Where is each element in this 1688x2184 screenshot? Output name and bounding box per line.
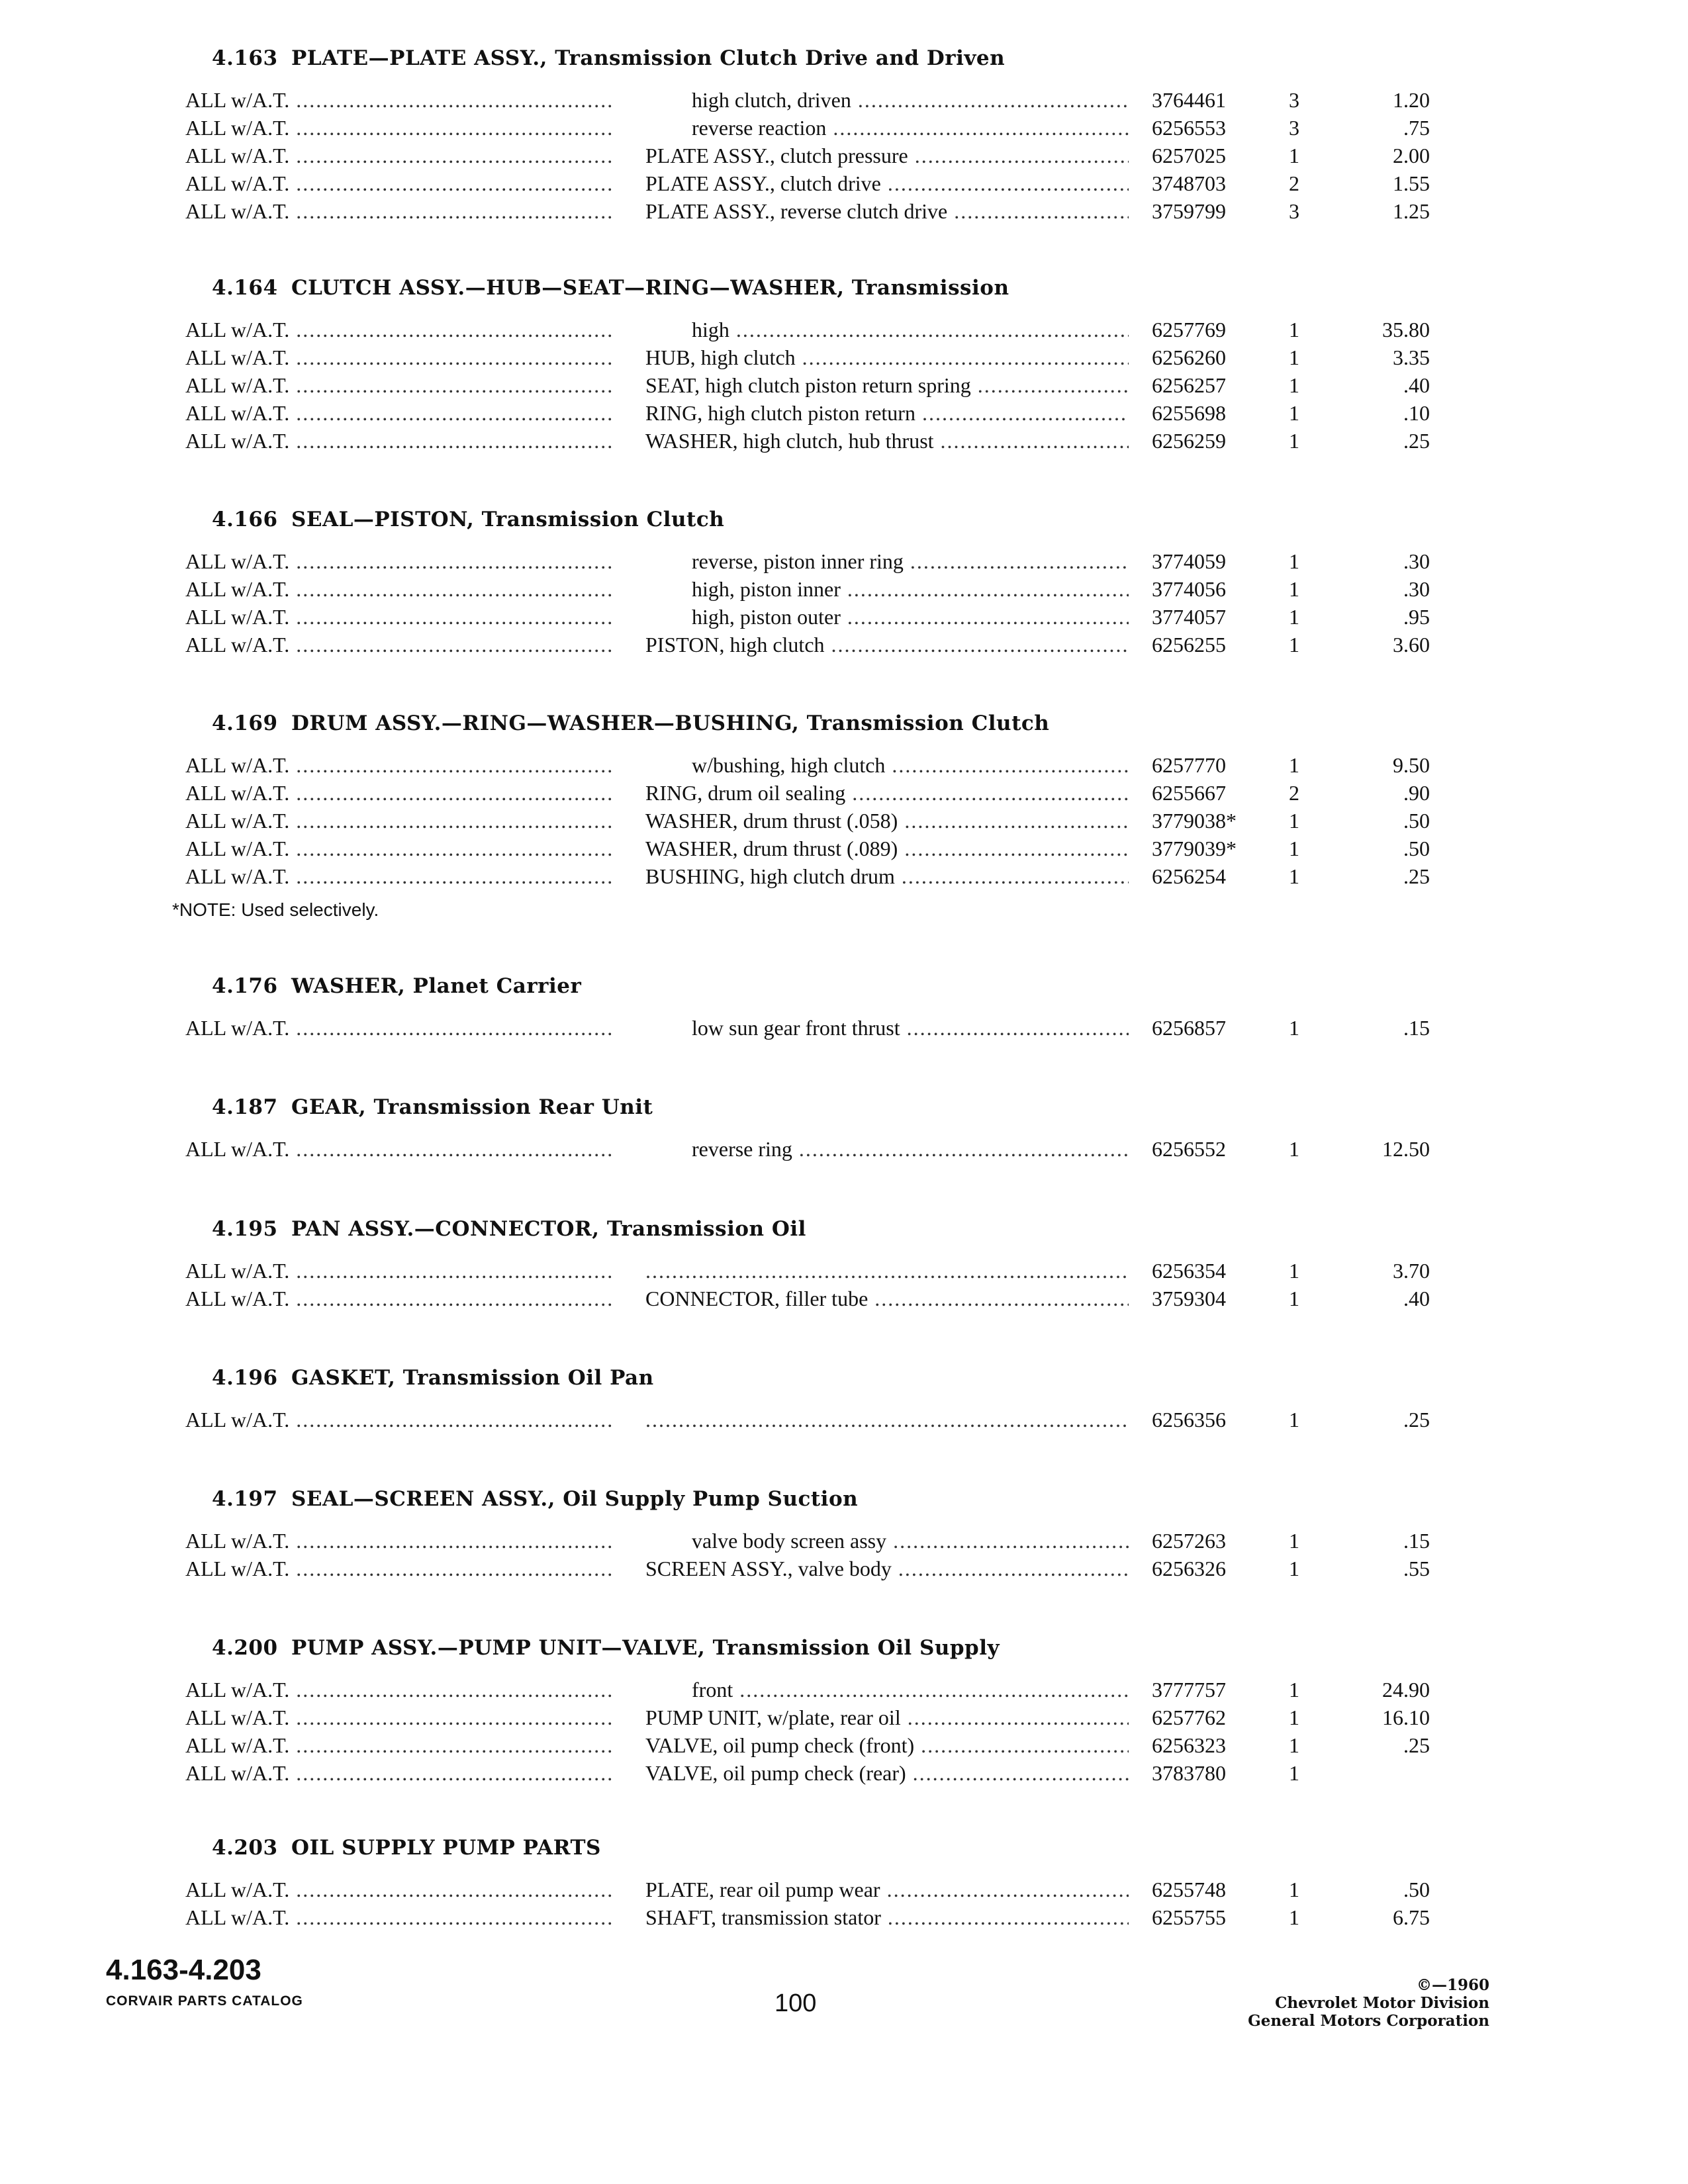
group-number: 4.197: [212, 1487, 278, 1511]
part-number-cell: 6256857: [1152, 1016, 1226, 1040]
price-cell: .15: [1403, 1529, 1430, 1553]
group-heading: [179, 1209, 1436, 1249]
part-number-cell: 6255755: [1152, 1905, 1226, 1929]
group-title: GEAR, Transmission Rear Unit: [291, 1095, 653, 1119]
quantity-cell: 2: [1289, 171, 1299, 195]
parts-group: [179, 1828, 1436, 1931]
part-row: [179, 1903, 1436, 1931]
part-row: [179, 779, 1436, 807]
parts-group: [179, 1087, 1436, 1163]
model-cell: ALL w/A.T. .....: [185, 807, 612, 835]
group-heading: [179, 1358, 1436, 1398]
description-cell: PLATE, rear oil pump wear .....: [645, 1876, 1129, 1903]
description-cell: w/bushing, high clutch .....: [645, 751, 1129, 779]
group-heading: [179, 1828, 1436, 1868]
group-title: OIL SUPPLY PUMP PARTS: [291, 1836, 601, 1860]
part-number-cell: 6256259: [1152, 429, 1226, 453]
description-cell: HUB, high clutch .....: [645, 343, 1129, 371]
model-cell: ALL w/A.T. .....: [185, 603, 612, 631]
description-cell: reverse ring .....: [645, 1135, 1129, 1163]
model-cell: ALL w/A.T. .....: [185, 1676, 612, 1704]
description-cell: PLATE ASSY., reverse clutch drive .....: [645, 197, 1129, 225]
model-cell: ALL w/A.T. .....: [185, 1527, 612, 1555]
description-cell: [645, 1406, 1129, 1433]
price-cell: .10: [1403, 401, 1430, 425]
price-cell: 1.20: [1393, 88, 1430, 112]
group-title: PLATE—PLATE ASSY., Transmission Clutch Drive and Driven: [291, 46, 1006, 70]
model-cell: ALL w/A.T. .....: [185, 575, 612, 603]
model-cell: ALL w/A.T. .....: [185, 631, 612, 659]
part-row: [179, 1257, 1436, 1285]
description-cell: SCREEN ASSY., valve body .....: [645, 1555, 1129, 1582]
group-note: *NOTE: Used selectively.: [172, 899, 379, 920]
group-title: SEAL—PISTON, Transmission Clutch: [291, 508, 725, 531]
description-cell: front .....: [645, 1676, 1129, 1704]
parts-group: [179, 500, 1436, 659]
model-cell: ALL w/A.T. .....: [185, 862, 612, 890]
part-number-cell: 6257263: [1152, 1529, 1226, 1553]
copyright-year: ©—1960: [1416, 1976, 1489, 1994]
quantity-cell: 1: [1289, 429, 1299, 453]
group-heading: [179, 1479, 1436, 1519]
parts-group: [179, 966, 1436, 1042]
model-cell: ALL w/A.T. .....: [185, 779, 612, 807]
parts-list: [179, 751, 1436, 890]
part-number-cell: 6257762: [1152, 1706, 1226, 1729]
price-cell: .25: [1403, 1733, 1430, 1757]
model-cell: ALL w/A.T. .....: [185, 427, 612, 455]
model-cell: ALL w/A.T. .....: [185, 1731, 612, 1759]
model-cell: ALL w/A.T. .....: [185, 1903, 612, 1931]
parts-list: [179, 1257, 1436, 1312]
group-title: PAN ASSY.—CONNECTOR, Transmission Oil: [291, 1217, 806, 1241]
price-cell: .25: [1403, 429, 1430, 453]
description-cell: high clutch, driven .....: [645, 86, 1129, 114]
parts-list: [179, 547, 1436, 659]
price-cell: .40: [1403, 1287, 1430, 1310]
price-cell: 1.25: [1393, 199, 1430, 223]
model-cell: ALL w/A.T. .....: [185, 1555, 612, 1582]
price-cell: 12.50: [1382, 1137, 1430, 1161]
quantity-cell: 1: [1289, 1678, 1299, 1702]
part-number-cell: 6256326: [1152, 1557, 1226, 1580]
part-number-cell: 6256255: [1152, 633, 1226, 657]
quantity-cell: 2: [1289, 781, 1299, 805]
description-cell: BUSHING, high clutch drum .....: [645, 862, 1129, 890]
description-cell: SEAT, high clutch piston return spring .....: [645, 371, 1129, 399]
copyright-block: [1248, 1976, 1489, 2030]
group-number: 4.176: [212, 974, 278, 998]
part-row: [179, 86, 1436, 114]
price-cell: 6.75: [1393, 1905, 1430, 1929]
model-cell: ALL w/A.T. .....: [185, 835, 612, 862]
page-number: 100: [774, 1989, 817, 2017]
group-number: 4.169: [212, 711, 278, 735]
description-cell: reverse, piston inner ring .....: [645, 547, 1129, 575]
price-cell: .25: [1403, 864, 1430, 888]
quantity-cell: 1: [1289, 401, 1299, 425]
group-title: WASHER, Planet Carrier: [291, 974, 582, 998]
quantity-cell: 1: [1289, 633, 1299, 657]
description-cell: WASHER, drum thrust (.089) .....: [645, 835, 1129, 862]
price-cell: 16.10: [1382, 1706, 1430, 1729]
part-number-cell: 3777757: [1152, 1678, 1226, 1702]
quantity-cell: 1: [1289, 144, 1299, 167]
quantity-cell: 1: [1289, 318, 1299, 341]
quantity-cell: 1: [1289, 837, 1299, 860]
price-cell: 3.70: [1393, 1259, 1430, 1283]
group-number: 4.166: [212, 508, 278, 531]
part-row: [179, 1014, 1436, 1042]
part-number-cell: 6255698: [1152, 401, 1226, 425]
part-number-cell: 6257025: [1152, 144, 1226, 167]
part-row: [179, 343, 1436, 371]
quantity-cell: 1: [1289, 1706, 1299, 1729]
model-cell: ALL w/A.T. .....: [185, 1014, 612, 1042]
part-row: [179, 1676, 1436, 1704]
parts-group: [179, 1479, 1436, 1582]
model-cell: ALL w/A.T. .....: [185, 1135, 612, 1163]
price-cell: 2.00: [1393, 144, 1430, 167]
part-number-cell: 6256257: [1152, 373, 1226, 397]
part-number-cell: 6257770: [1152, 753, 1226, 777]
description-cell: [645, 1257, 1129, 1285]
part-number-cell: 3774057: [1152, 605, 1226, 629]
price-cell: 1.55: [1393, 171, 1430, 195]
quantity-cell: 1: [1289, 345, 1299, 369]
part-number-cell: 6256254: [1152, 864, 1226, 888]
price-cell: .50: [1403, 809, 1430, 833]
parts-list: [179, 86, 1436, 225]
division-name: Chevrolet Motor Division: [1275, 1994, 1489, 2012]
parts-group: [179, 1628, 1436, 1787]
parts-list: [179, 1527, 1436, 1582]
group-heading: [179, 966, 1436, 1006]
group-heading: [179, 704, 1436, 743]
part-row: [179, 835, 1436, 862]
group-number: 4.195: [212, 1217, 278, 1241]
description-cell: PISTON, high clutch .....: [645, 631, 1129, 659]
part-row: [179, 169, 1436, 197]
corporation-name: General Motors Corporation: [1248, 2012, 1489, 2030]
part-row: [179, 371, 1436, 399]
price-cell: .90: [1403, 781, 1430, 805]
parts-group: [179, 1358, 1436, 1433]
description-cell: RING, high clutch piston return .....: [645, 399, 1129, 427]
quantity-cell: 1: [1289, 753, 1299, 777]
part-row: [179, 862, 1436, 890]
quantity-cell: 3: [1289, 199, 1299, 223]
quantity-cell: 1: [1289, 1016, 1299, 1040]
group-number: 4.187: [212, 1095, 278, 1119]
quantity-cell: 1: [1289, 1905, 1299, 1929]
price-cell: 9.50: [1393, 753, 1430, 777]
quantity-cell: 1: [1289, 549, 1299, 573]
price-cell: .95: [1403, 605, 1430, 629]
description-cell: WASHER, drum thrust (.058) .....: [645, 807, 1129, 835]
part-number-cell: 6257769: [1152, 318, 1226, 341]
part-row: [179, 197, 1436, 225]
part-row: [179, 316, 1436, 343]
group-number: 4.200: [212, 1636, 278, 1660]
part-number-cell: 3759304: [1152, 1287, 1226, 1310]
description-cell: valve body screen assy .....: [645, 1527, 1129, 1555]
description-cell: VALVE, oil pump check (rear) .....: [645, 1759, 1129, 1787]
quantity-cell: 1: [1289, 809, 1299, 833]
price-cell: 3.60: [1393, 633, 1430, 657]
parts-group: [179, 38, 1436, 225]
quantity-cell: 1: [1289, 1557, 1299, 1580]
group-number: 4.203: [212, 1836, 278, 1860]
price-cell: .50: [1403, 1878, 1430, 1901]
description-cell: PLATE ASSY., clutch drive .....: [645, 169, 1129, 197]
model-cell: ALL w/A.T. .....: [185, 316, 612, 343]
part-number-cell: 6256356: [1152, 1408, 1226, 1432]
page-range: 4.163-4.203: [106, 1954, 261, 1986]
model-cell: ALL w/A.T. .....: [185, 343, 612, 371]
part-number-cell: 6256323: [1152, 1733, 1226, 1757]
part-row: [179, 631, 1436, 659]
group-title: CLUTCH ASSY.—HUB—SEAT—RING—WASHER, Transmission: [291, 276, 1009, 300]
part-number-cell: 3779038*: [1152, 809, 1237, 833]
group-number: 4.164: [212, 276, 278, 300]
part-row: [179, 1406, 1436, 1433]
model-cell: ALL w/A.T. .....: [185, 114, 612, 142]
parts-list: [179, 1676, 1436, 1787]
catalog-title: CORVAIR PARTS CATALOG: [106, 1993, 303, 2009]
group-heading: [179, 38, 1436, 78]
description-cell: WASHER, high clutch, hub thrust .....: [645, 427, 1129, 455]
description-cell: VALVE, oil pump check (front) .....: [645, 1731, 1129, 1759]
quantity-cell: 1: [1289, 1287, 1299, 1310]
quantity-cell: 1: [1289, 605, 1299, 629]
part-row: [179, 1759, 1436, 1787]
part-number-cell: 3748703: [1152, 171, 1226, 195]
part-number-cell: 3759799: [1152, 199, 1226, 223]
quantity-cell: 1: [1289, 1529, 1299, 1553]
group-title: GASKET, Transmission Oil Pan: [291, 1366, 654, 1390]
model-cell: ALL w/A.T. .....: [185, 1876, 612, 1903]
group-heading: [179, 500, 1436, 539]
description-cell: PUMP UNIT, w/plate, rear oil .....: [645, 1704, 1129, 1731]
parts-list: [179, 1014, 1436, 1042]
part-number-cell: 6256552: [1152, 1137, 1226, 1161]
group-title: PUMP ASSY.—PUMP UNIT—VALVE, Transmission Oil Supply: [291, 1636, 1000, 1660]
part-row: [179, 1285, 1436, 1312]
part-row: [179, 1731, 1436, 1759]
group-heading: [179, 1087, 1436, 1127]
parts-list: [179, 316, 1436, 455]
model-cell: ALL w/A.T. .....: [185, 751, 612, 779]
model-cell: ALL w/A.T. .....: [185, 1704, 612, 1731]
quantity-cell: 1: [1289, 1137, 1299, 1161]
description-cell: low sun gear front thrust .....: [645, 1014, 1129, 1042]
price-cell: .55: [1403, 1557, 1430, 1580]
model-cell: ALL w/A.T. .....: [185, 1406, 612, 1433]
part-number-cell: 3774059: [1152, 549, 1226, 573]
group-number: 4.163: [212, 46, 278, 70]
description-cell: SHAFT, transmission stator .....: [645, 1903, 1129, 1931]
parts-group: [172, 704, 1436, 923]
quantity-cell: 1: [1289, 1408, 1299, 1432]
quantity-cell: 1: [1289, 1733, 1299, 1757]
description-cell: high .....: [645, 316, 1129, 343]
price-cell: .40: [1403, 373, 1430, 397]
parts-list: [179, 1876, 1436, 1931]
price-cell: .25: [1403, 1408, 1430, 1432]
part-number-cell: 6256260: [1152, 345, 1226, 369]
part-number-cell: 3764461: [1152, 88, 1226, 112]
model-cell: ALL w/A.T. .....: [185, 86, 612, 114]
parts-list: [179, 1406, 1436, 1433]
part-row: [179, 575, 1436, 603]
quantity-cell: 1: [1289, 864, 1299, 888]
description-cell: high, piston outer .....: [645, 603, 1129, 631]
description-cell: high, piston inner .....: [645, 575, 1129, 603]
part-row: [179, 1135, 1436, 1163]
model-cell: ALL w/A.T. .....: [185, 547, 612, 575]
part-row: [179, 1555, 1436, 1582]
model-cell: ALL w/A.T. .....: [185, 1759, 612, 1787]
part-row: [179, 427, 1436, 455]
price-cell: 24.90: [1382, 1678, 1430, 1702]
model-cell: ALL w/A.T. .....: [185, 399, 612, 427]
part-row: [179, 547, 1436, 575]
part-row: [179, 603, 1436, 631]
part-row: [179, 807, 1436, 835]
group-heading: [179, 268, 1436, 308]
part-row: [179, 399, 1436, 427]
quantity-cell: 1: [1289, 1761, 1299, 1785]
part-number-cell: 3774056: [1152, 577, 1226, 601]
model-cell: ALL w/A.T. .....: [185, 169, 612, 197]
price-cell: .15: [1403, 1016, 1430, 1040]
model-cell: ALL w/A.T. .....: [185, 1285, 612, 1312]
model-cell: ALL w/A.T. .....: [185, 197, 612, 225]
group-heading: [179, 1628, 1436, 1668]
model-cell: ALL w/A.T. .....: [185, 371, 612, 399]
group-number: 4.196: [212, 1366, 278, 1390]
quantity-cell: 3: [1289, 88, 1299, 112]
part-number-cell: 6255667: [1152, 781, 1226, 805]
part-row: [179, 751, 1436, 779]
part-row: [179, 114, 1436, 142]
part-row: [179, 1527, 1436, 1555]
price-cell: .30: [1403, 549, 1430, 573]
part-row: [179, 1876, 1436, 1903]
price-cell: .50: [1403, 837, 1430, 860]
parts-list: [179, 1135, 1436, 1163]
quantity-cell: 1: [1289, 373, 1299, 397]
part-number-cell: 6255748: [1152, 1878, 1226, 1901]
group-title: SEAL—SCREEN ASSY., Oil Supply Pump Suction: [291, 1487, 859, 1511]
description-cell: reverse reaction .....: [645, 114, 1129, 142]
description-cell: CONNECTOR, filler tube .....: [645, 1285, 1129, 1312]
quantity-cell: 1: [1289, 1878, 1299, 1901]
part-number-cell: 6256354: [1152, 1259, 1226, 1283]
description-cell: RING, drum oil sealing .....: [645, 779, 1129, 807]
part-row: [179, 142, 1436, 169]
part-number-cell: 3779039*: [1152, 837, 1237, 860]
part-row: [179, 1704, 1436, 1731]
model-cell: ALL w/A.T. .....: [185, 142, 612, 169]
price-cell: 35.80: [1382, 318, 1430, 341]
description-cell: PLATE ASSY., clutch pressure .....: [645, 142, 1129, 169]
price-cell: 3.35: [1393, 345, 1430, 369]
model-cell: ALL w/A.T. .....: [185, 1257, 612, 1285]
quantity-cell: 3: [1289, 116, 1299, 140]
parts-group: [179, 268, 1436, 455]
part-number-cell: 6256553: [1152, 116, 1226, 140]
quantity-cell: 1: [1289, 1259, 1299, 1283]
parts-group: [179, 1209, 1436, 1312]
group-title: DRUM ASSY.—RING—WASHER—BUSHING, Transmission Clutch: [291, 711, 1050, 735]
part-number-cell: 3783780: [1152, 1761, 1226, 1785]
price-cell: .75: [1403, 116, 1430, 140]
quantity-cell: 1: [1289, 577, 1299, 601]
price-cell: .30: [1403, 577, 1430, 601]
